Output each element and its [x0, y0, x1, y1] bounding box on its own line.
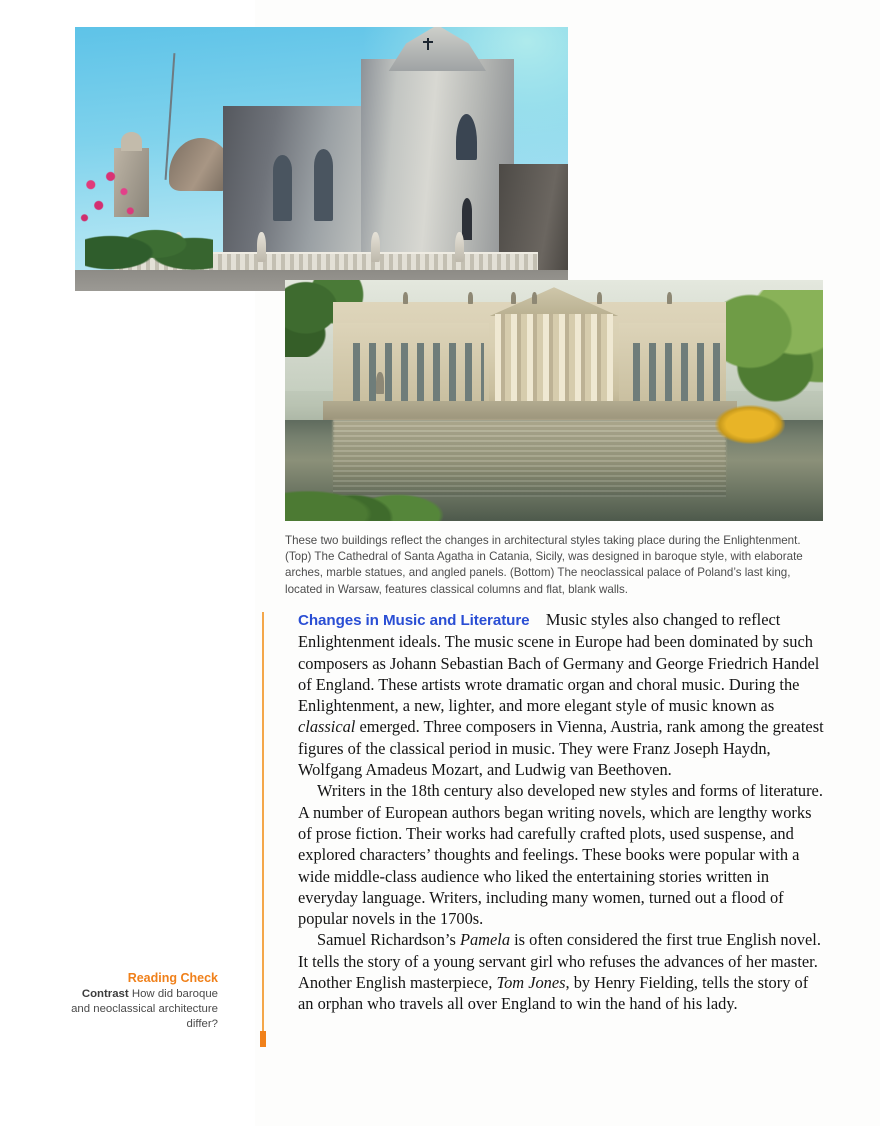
- italic-title: Pamela: [459, 930, 511, 950]
- yellow-shrub: [715, 405, 785, 444]
- roof-statue: [511, 292, 516, 304]
- reading-check-skill-label: Contrast: [81, 988, 129, 1000]
- window-row: [344, 343, 484, 382]
- roof-statue: [532, 292, 537, 304]
- reading-check-prompt: [60, 987, 218, 1033]
- marble-statue: [371, 232, 380, 262]
- italic-title: Tom Jones: [496, 973, 566, 993]
- foreground-statue: [376, 372, 384, 394]
- facade-arch: [456, 114, 477, 160]
- paragraph: [298, 609, 826, 780]
- pink-flowers: [75, 164, 154, 233]
- section-rule: [260, 612, 268, 1047]
- cathedral-of-santa-agatha-photo: [75, 27, 568, 291]
- paragraph: [298, 780, 826, 929]
- text-run: Samuel Richardson’s: [317, 930, 460, 950]
- marble-statue: [455, 232, 464, 262]
- cathedral-door: [462, 198, 473, 240]
- italic-title: classical: [298, 717, 356, 737]
- roof-statue: [468, 292, 473, 304]
- text-run: Writers in the 18th century also developed new styles and forms of literature. A number of European authors began writing novels, which are lengthy works of prose fiction. Their works had carefully crafted plots, used suspense, and explored characters’ thoughts and feelings. These books were popular with a wide middle-class audience who liked the entertaining stories written in everyday language. Writers, including many women, turned out a flood of popular novels in the 1700s.: [298, 781, 823, 929]
- text-run: Music styles also changed to reflect Enlightenment ideals. The music scene in Europe had been dominated by such composers as Johann Sebastian Bach of Germany and George Friedrich Handel of England. These artists wrote dramatic organ and choral music. During the Enlightenment, a new, lighter, and more elegant style of music known as: [298, 610, 820, 716]
- reading-check-box: [60, 970, 218, 1033]
- reading-check-title: Reading Check: [127, 971, 218, 985]
- shoreline-reeds: [285, 463, 446, 521]
- text-run: is often considered the first true English novel. It tells the story of a young servant girl who refuses the advances of her master. Another English masterpiece,: [298, 930, 821, 993]
- rule-line: [262, 612, 264, 1032]
- lazienki-palace-photo: [285, 280, 823, 521]
- text-run: emerged. Three composers in Vienna, Austria, rank among the greatest figures of the classical period in music. They were Franz Joseph Haydn, Wolfgang Amadeus Mozart, and Ludwig van Beethoven.: [298, 717, 824, 780]
- cathedral-facade: [361, 59, 514, 270]
- window-row: [624, 343, 721, 382]
- marble-statue: [257, 232, 266, 262]
- roof-statue: [403, 292, 408, 304]
- cross-icon: [427, 38, 429, 50]
- reading-check-question: How did baroque and neoclassical architecture differ?: [71, 988, 218, 1031]
- paragraph: [298, 929, 826, 1014]
- article-body: [298, 609, 826, 1015]
- roof-statue: [667, 292, 672, 304]
- article-subheading: Changes in Music and Literature: [298, 612, 530, 629]
- nave-window: [273, 155, 292, 220]
- nave-window: [314, 149, 333, 221]
- figure-caption: These two buildings reflect the changes in architectural styles taking place during the Enlightenment. (Top) The Cathedral of Santa Agatha in Catania, Sicily, was designed in baroque style, with elaborate arches, marble statues, and angled panels. (Bottom) The neoclassical palace of Poland’s last king, located in Warsaw, features classical columns and flat, blank walls.: [285, 534, 803, 596]
- rule-end-cap: [260, 1031, 266, 1047]
- text-run: , by Henry Fielding, tells the story of an orphan who travels all over England to win the hand of his lady.: [298, 973, 809, 1014]
- roof-statue: [597, 292, 602, 304]
